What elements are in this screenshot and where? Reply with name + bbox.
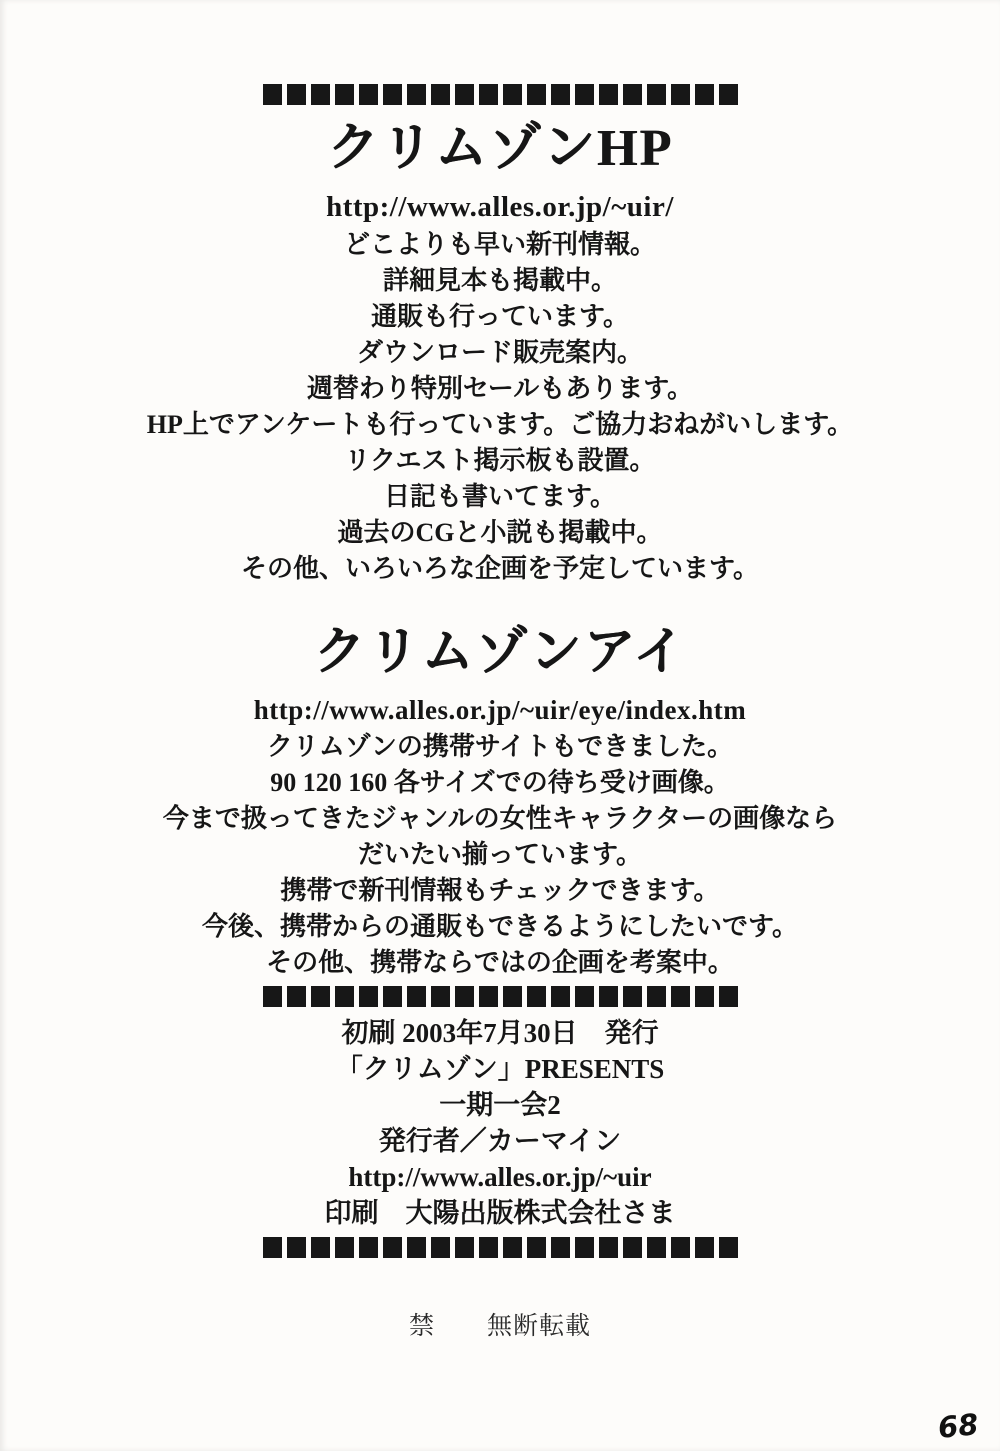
text-line: 携帯で新刊情報もチェックできます。 xyxy=(280,876,720,905)
separator-square xyxy=(503,1237,522,1258)
separator-square xyxy=(527,84,546,105)
separator-square xyxy=(671,1237,690,1258)
separator-square xyxy=(551,986,570,1007)
text-line: 今後、携帯からの通販もできるようにしたいです。 xyxy=(202,912,798,941)
separator-square xyxy=(383,84,402,105)
separator-square xyxy=(599,986,618,1007)
text-line: 日記も書いてます。 xyxy=(384,482,616,511)
separator-square xyxy=(359,986,378,1007)
separator-square xyxy=(263,986,282,1007)
separator-square xyxy=(311,986,330,1007)
separator-square xyxy=(671,84,690,105)
separator-square xyxy=(719,1237,738,1258)
separator-square xyxy=(551,84,570,105)
colophon-text-lines xyxy=(0,1015,1000,1231)
text-line: その他、いろいろな企画を予定しています。 xyxy=(241,554,759,583)
separator-square xyxy=(599,1237,618,1258)
separator-square xyxy=(263,1237,282,1258)
separator-square xyxy=(383,986,402,1007)
text-line: 詳細見本も掲載中。 xyxy=(382,266,617,295)
separator-square xyxy=(575,1237,594,1258)
separator-square xyxy=(527,986,546,1007)
text-line: 過去のCGと小説も掲載中。 xyxy=(337,518,663,547)
separator-square xyxy=(431,84,450,105)
separator-square xyxy=(455,84,474,105)
separator-square xyxy=(599,84,618,105)
text-line: HP上でアンケートも行っています。ご協力おねがいします。 xyxy=(146,410,854,439)
separator-square xyxy=(263,84,282,105)
text-line: 初刷 2003年7月30日 発行 xyxy=(341,1018,659,1048)
separator-squares-bar-middle xyxy=(260,986,740,1007)
separator-square xyxy=(287,986,306,1007)
text-line: だいたい揃っています。 xyxy=(358,840,642,869)
separator-square xyxy=(575,986,594,1007)
text-line: 「クリムゾン」PRESENTS xyxy=(335,1054,665,1084)
separator-square xyxy=(623,84,642,105)
separator-square xyxy=(503,986,522,1007)
text-line: 90 120 160 各サイズでの待ち受け画像。 xyxy=(270,768,730,797)
text-line: http://www.alles.or.jp/~uir xyxy=(348,1162,652,1192)
text-line: 週替わり特別セールもあります。 xyxy=(306,374,694,403)
separator-square xyxy=(479,1237,498,1258)
separator-square xyxy=(479,986,498,1007)
separator-square xyxy=(383,1237,402,1258)
separator-square xyxy=(335,1237,354,1258)
separator-square xyxy=(671,986,690,1007)
no-unauthorized-reproduction-notice: 禁 無断転載 xyxy=(408,1313,591,1340)
separator-square xyxy=(359,84,378,105)
separator-square xyxy=(407,1237,426,1258)
text-line: その他、携帯ならではの企画を考案中。 xyxy=(266,948,734,977)
separator-square xyxy=(431,1237,450,1258)
separator-square xyxy=(335,84,354,105)
separator-square xyxy=(719,986,738,1007)
section1-text-lines xyxy=(0,227,1000,587)
section1-url: http://www.alles.or.jp/~uir/ xyxy=(326,191,674,223)
separator-square xyxy=(311,1237,330,1258)
text-line: リクエスト掲示板も設置。 xyxy=(344,446,656,475)
section2-title: クリムゾンアイ xyxy=(313,624,687,681)
separator-square xyxy=(623,986,642,1007)
text-line: クリムゾンの携帯サイトもできました。 xyxy=(266,732,734,761)
separator-square xyxy=(551,1237,570,1258)
separator-square xyxy=(479,84,498,105)
separator-square xyxy=(623,1237,642,1258)
section2-url: http://www.alles.or.jp/~uir/eye/index.htm xyxy=(253,695,747,725)
separator-square xyxy=(719,84,738,105)
text-line: ダウンロード販売案内。 xyxy=(356,338,643,367)
separator-squares-bar-bottom xyxy=(260,1237,740,1258)
separator-square xyxy=(695,84,714,105)
separator-square xyxy=(455,1237,474,1258)
page-number: 68 xyxy=(935,1406,980,1446)
separator-square xyxy=(359,1237,378,1258)
text-line: 発行者／カーマイン xyxy=(378,1126,622,1156)
section2-text-lines xyxy=(0,729,1000,981)
separator-square xyxy=(407,84,426,105)
separator-square xyxy=(647,986,666,1007)
separator-square xyxy=(575,84,594,105)
separator-square xyxy=(527,1237,546,1258)
section1-title: クリムゾンHP xyxy=(326,120,674,177)
separator-square xyxy=(695,1237,714,1258)
separator-square xyxy=(407,986,426,1007)
text-line: 印刷 大陽出版株式会社さま xyxy=(324,1198,676,1228)
separator-square xyxy=(287,1237,306,1258)
separator-square xyxy=(647,84,666,105)
separator-square xyxy=(335,986,354,1007)
text-line: 今まで扱ってきたジャンルの女性キャラクターの画像なら xyxy=(162,804,838,833)
separator-square xyxy=(503,84,522,105)
separator-square xyxy=(647,1237,666,1258)
separator-square xyxy=(431,986,450,1007)
separator-square xyxy=(287,84,306,105)
separator-squares-bar-top xyxy=(260,84,740,105)
separator-square xyxy=(311,84,330,105)
text-line: どこよりも早い新刊情報。 xyxy=(343,230,656,259)
separator-square xyxy=(695,986,714,1007)
separator-square xyxy=(455,986,474,1007)
text-line: 通販も行っています。 xyxy=(371,302,629,331)
text-line: 一期一会2 xyxy=(439,1090,561,1120)
